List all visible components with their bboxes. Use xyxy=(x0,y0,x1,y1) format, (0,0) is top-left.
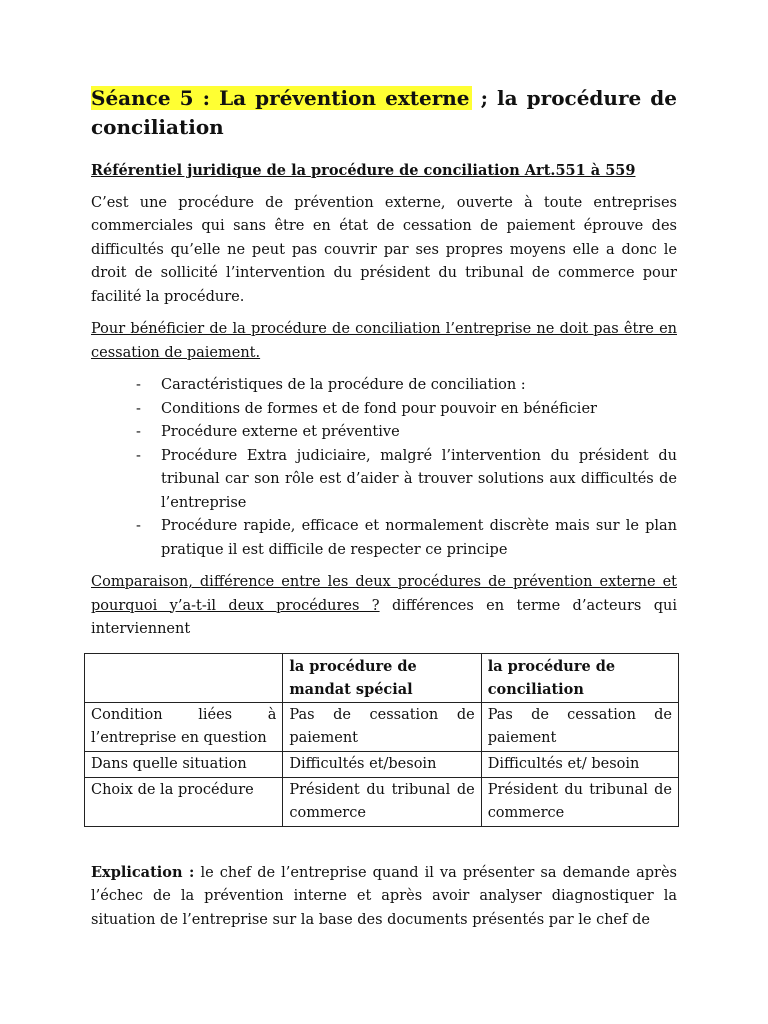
explication-label: Explication : xyxy=(91,863,195,881)
explication-paragraph xyxy=(91,861,677,933)
table-cell: Président du tribunal de commerce xyxy=(481,777,678,826)
table-cell: Président du tribunal de commerce xyxy=(283,777,481,826)
list-item: - Procédure Extra judiciaire, malgré l’intervention du président du tribunal car son rôle est d’aider à trouver solutions aux difficultés de l’entreprise xyxy=(91,445,677,516)
characteristics-list xyxy=(91,374,677,562)
table-header-row xyxy=(85,653,679,702)
document-content xyxy=(91,84,677,932)
header-cell-conciliation: la procédure de conciliation xyxy=(481,653,678,702)
comparison-table xyxy=(84,653,679,827)
table-row xyxy=(85,777,679,826)
table-cell: Dans quelle situation xyxy=(85,751,283,777)
table-cell: Pas de cessation de paiement xyxy=(283,702,481,751)
title-last-line: conciliation xyxy=(91,115,224,139)
table-cell: Pas de cessation de paiement xyxy=(481,702,678,751)
table-row xyxy=(85,751,679,777)
list-item: - Caractéristiques de la procédure de conciliation : xyxy=(91,374,677,398)
list-item: - Procédure externe et préventive xyxy=(91,421,677,445)
table-cell: Difficultés et/ besoin xyxy=(481,751,678,777)
list-item: - Procédure rapide, efficace et normalement discrète mais sur le plan pratique il est difficile de respecter ce principe xyxy=(91,515,677,562)
list-item: - Conditions de formes et de fond pour pouvoir en bénéficier xyxy=(91,398,677,422)
table-row xyxy=(85,702,679,751)
header-cell-mandat: la procédure de mandat spécial xyxy=(283,653,481,702)
header-cell-empty xyxy=(85,653,283,702)
table-cell: Condition liées à l’entreprise en question xyxy=(85,702,283,751)
title-rest: ; la procédure de xyxy=(471,86,677,110)
condition-statement: Pour bénéficier de la procédure de conciliation l’entreprise ne doit pas être en cessation de paiement. xyxy=(91,321,677,361)
explication-text: le chef de l’entreprise quand il va présenter sa demande après l’échec de la prévention interne et après avoir analyser diagnostiquer la situation de l’entreprise sur la base des documents présentés par le chef de xyxy=(91,864,677,928)
table-cell: Choix de la procédure xyxy=(85,777,283,826)
intro-paragraph: C’est une procédure de prévention externe, ouverte à toute entreprises commerciales qui sans être en état de cessation de paiement éprouve des difficultés qu’elle ne peut pas couvrir par ses propres moyens elle a donc le droit de sollicité l’intervention du président du tribunal de commerce pour facilité la procédure. xyxy=(91,194,677,305)
comparison-paragraph xyxy=(91,571,677,642)
title-highlight: Séance 5 : La prévention externe xyxy=(91,86,470,110)
page-title xyxy=(91,84,677,142)
comparison-rest: différences en terme d’acteurs qui interviennent xyxy=(91,597,677,637)
reference-heading: Référentiel juridique de la procédure de conciliation Art.551 à 559 xyxy=(91,162,636,179)
comparison-question: Comparaison, différence entre les deux procédures de prévention externe et pourquoi y’a-t-il deux procédures ? xyxy=(91,574,677,614)
table-cell: Difficultés et/besoin xyxy=(283,751,481,777)
